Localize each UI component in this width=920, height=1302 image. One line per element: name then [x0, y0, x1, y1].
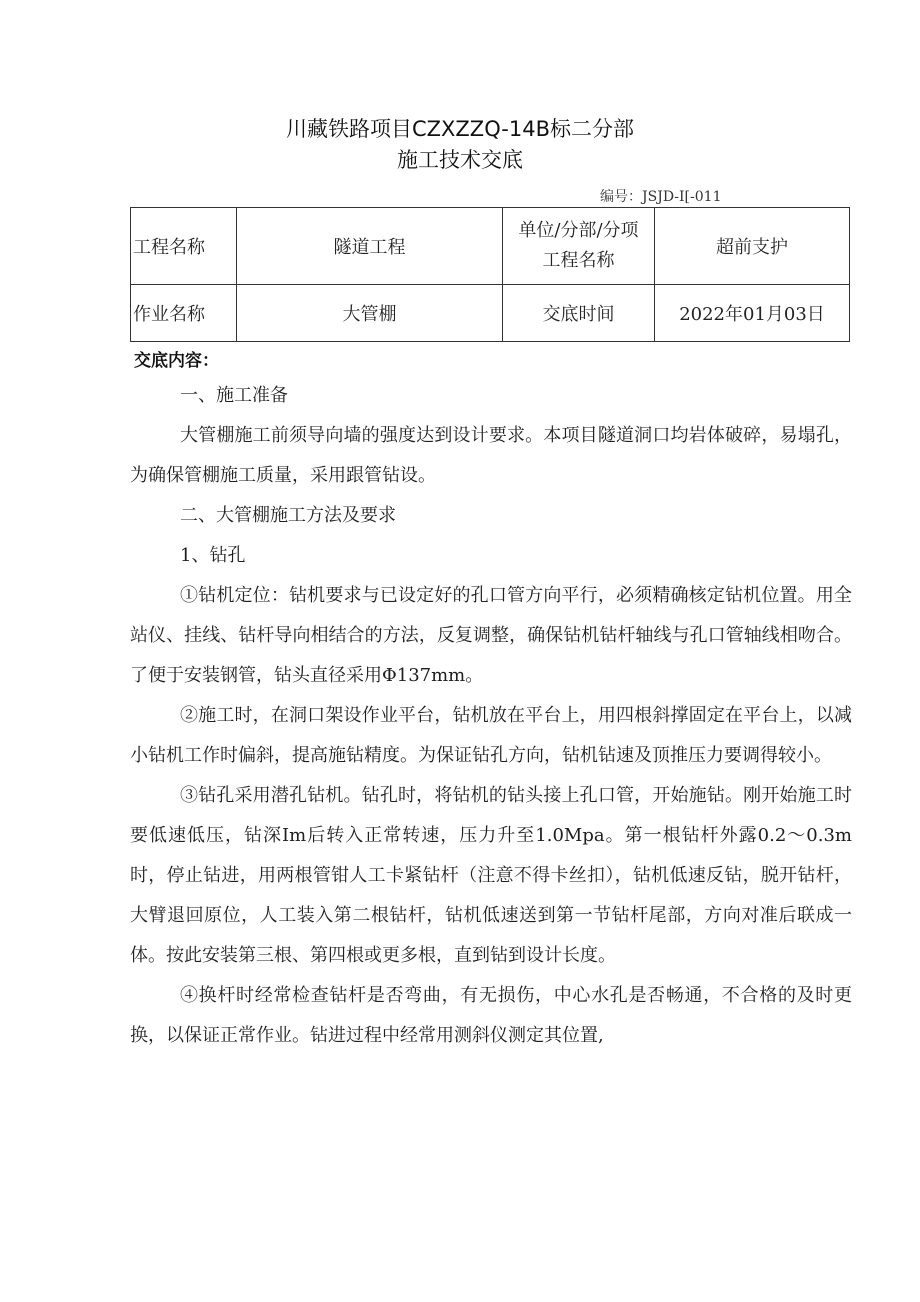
- work-name-value: 大管棚: [237, 285, 503, 342]
- content-body: [130, 376, 852, 1056]
- date-label: 交底时间: [503, 285, 655, 342]
- paragraph-step-3: ③钻孔采用潜孔钻机。钻孔时，将钻机的钻头接上孔口管，开始施钻。刚开始施工时要低速低压，钻深Im后转入正常转速，压力升至1.0Mpa。第一根钻杆外露0.2～0.3m时，停止钻进，用两根管钳人工卡紧钻杆（注意不得卡丝扣），钻机低速反钻，脱开钻杆，大臂退回原位，人工装入第二根钻杆，钻机低速送到第一节钻杆尾部，方向对准后联成一体。按此安装第三根、第四根或更多根，直到钻到设计长度。: [130, 785, 852, 966]
- paragraph-step-2: ②施工时，在洞口架设作业平台，钻机放在平台上，用四根斜撑固定在平台上，以减小钻机工作时偏斜，提高施钻精度。为保证钻孔方向，钻机钻速及顶推压力要调得较小。: [130, 705, 852, 766]
- work-name-label: 作业名称: [131, 285, 237, 342]
- project-name-value: 隧道工程: [237, 208, 503, 285]
- content-section-label: 交底内容：: [134, 351, 219, 371]
- document-number: 编号：JSJD-I[-011: [600, 189, 722, 205]
- table-row: [131, 285, 850, 342]
- paragraph-preparation: 大管棚施工前须导向墙的强度达到设计要求。本项目隧道洞口均岩体破碎，易塌孔，为确保管棚施工质量，采用跟管钻设。: [130, 425, 852, 486]
- date-value: 2022年01月03日: [655, 285, 850, 342]
- unit-value: 超前支护: [655, 208, 850, 285]
- heading-preparation: 一、施工准备: [180, 385, 288, 406]
- heading-method: 二、大管棚施工方法及要求: [180, 505, 396, 526]
- unit-label-line2: 工程名称: [542, 250, 615, 271]
- paragraph-step-4: ④换杆时经常检查钻杆是否弯曲，有无损伤，中心水孔是否畅通，不合格的及时更换，以保证正常作业。钻进过程中经常用测斜仪测定其位置,: [130, 985, 852, 1046]
- unit-label: [503, 208, 655, 285]
- document-subtitle: 施工技术交底: [397, 148, 523, 172]
- table-row: [131, 208, 850, 285]
- paragraph-step-1: ①钻机定位：钻机要求与已设定好的孔口管方向平行，必须精确核定钻机位置。用全站仪、挂线、钻杆导向相结合的方法，反复调整，确保钻机钻杆轴线与孔口管轴线相吻合。了便于安装钢管，钻头直径采用Φ137mm。: [130, 585, 852, 686]
- project-name-label: 工程名称: [131, 208, 237, 285]
- heading-drilling: 1、钻孔: [180, 545, 246, 566]
- document-title: 川藏铁路项目CZXZZQ-14B标二分部: [285, 117, 635, 141]
- info-table: [130, 207, 850, 342]
- unit-label-line1: 单位/分部/分项: [518, 220, 639, 241]
